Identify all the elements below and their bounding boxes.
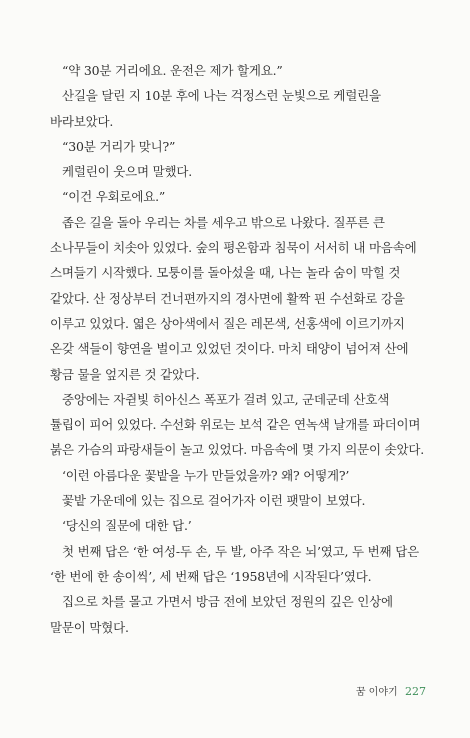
paragraph-2: 산길을 달린 지 10분 후에 나는 걱정스런 눈빛으로 케럴린을 바라보았다. <box>50 88 385 129</box>
paragraph-12: 집으로 차를 몰고 가면서 방금 전에 보았던 정원의 깊은 인상에 말문이 막혔다. <box>50 594 397 635</box>
page-number: 227 <box>405 685 426 698</box>
paragraph-6: 좁은 길을 돌아 우리는 차를 세우고 밖으로 나왔다. 질푸른 큰 소나무들이 치솟아 있었다. 숲의 평온함과 침묵이 서서히 내 마음속에 스며들기 시작했다. 모퉁이를 돌아섰을 때, 나는 놀라 숨이 막힐 것 같았다. 산 정상부터 건너편까지의 경사면에 활짝 핀 수선화로 강을 이루고 있었다. 엷은 상아색에서 질은 레몬색, 선홍색에 이르기까지 온갖 색들이 향연을 벌이고 있었던 것이다. 마치 태양이 넘어져 산에 황금 물을 엎지른 것 같았다. <box>50 214 421 382</box>
paragraph-8: ‘이런 아름다운 꽃밭을 누가 만들었을까? 왜? 어떻게?’ <box>62 467 350 483</box>
paragraph-10: ‘당신의 질문에 대한 답.’ <box>62 518 192 534</box>
body-text <box>50 58 428 640</box>
paragraph-4: 케럴린이 웃으며 말했다. <box>62 164 193 180</box>
paragraph-5: “이건 우회로에요.” <box>62 189 166 205</box>
paragraph-7: 중앙에는 자쥗빛 히아신스 폭포가 걸려 있고, 군데군데 산호색 튤립이 피어 있었다. 수선화 위로는 보석 같은 연녹색 날개를 파더이며 붉은 가슴의 파랑새들이 놀고 있었다. 마음속에 몇 가지 의문이 솟았다. <box>50 391 425 458</box>
running-footer-title: 꿈 이야기 <box>355 687 398 698</box>
paragraph-9: 꽃밭 가운데에 있는 집으로 걸어가자 이런 팻말이 보였다. <box>62 493 366 509</box>
paragraph-3: “30분 거리가 맞니?” <box>62 138 176 154</box>
paragraph-11: 첫 번째 답은 ‘한 여성-두 손, 두 발, 아주 작은 뇌’였고, 두 번째 답은 ‘한 번에 한 송이씩’, 세 번째 답은 ‘1958년에 시작된다’였다. <box>50 543 423 584</box>
paragraph-1: “약 30분 거리에요. 운전은 제가 할게요.” <box>62 63 283 78</box>
page-footer <box>356 683 426 698</box>
